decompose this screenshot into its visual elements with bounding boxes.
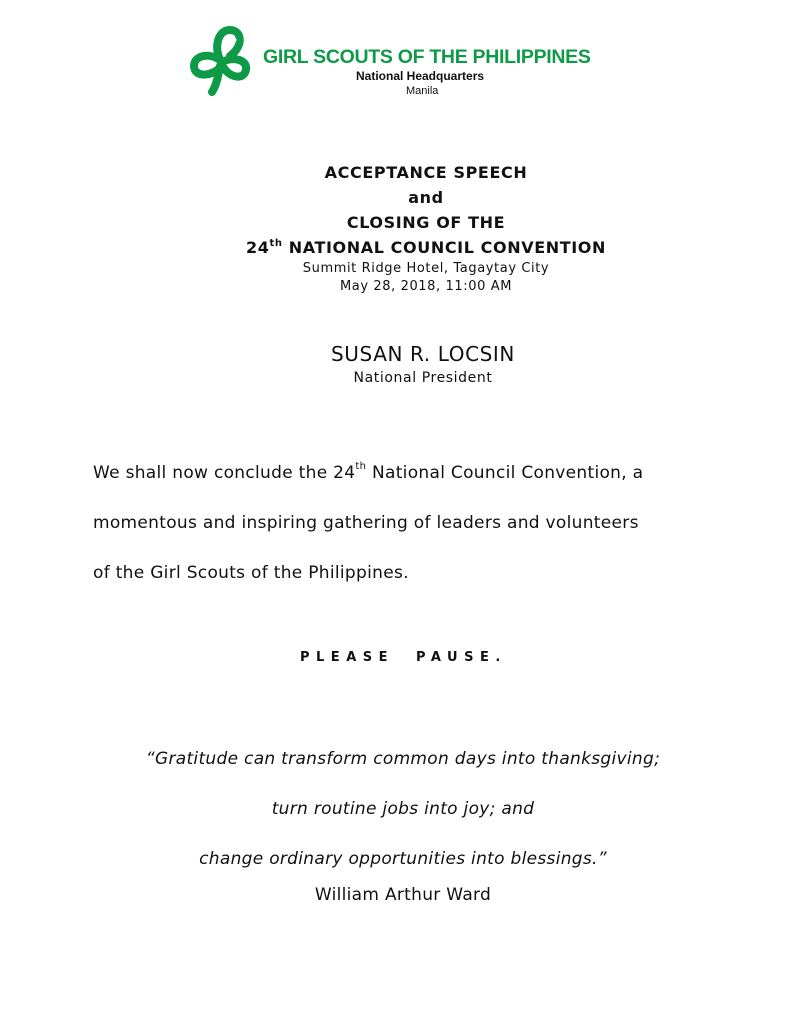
- body-line-1-end: National Council Convention, a: [366, 463, 644, 483]
- quote-author: William Arthur Ward: [314, 885, 492, 905]
- org-city: Manila: [406, 85, 439, 97]
- event-venue: Summit Ridge Hotel, Tagaytay City: [302, 261, 550, 276]
- title-event-name: NATIONAL COUNCIL CONVENTION: [282, 238, 606, 257]
- body-line-1: [93, 448, 733, 498]
- body-line-3: of the Girl Scouts of the Philippines.: [93, 563, 409, 583]
- trefoil-ribbon-icon: [186, 22, 256, 96]
- quote-line-3: change ordinary opportunities into blessings.”: [199, 849, 607, 869]
- org-name: GIRL SCOUTS OF THE PHILIPPINES: [263, 46, 591, 68]
- pause-instruction: PLEASE PAUSE.: [300, 650, 507, 665]
- body-line-1-start: We shall now conclude the 24: [93, 463, 356, 483]
- title-line-1: ACCEPTANCE SPEECH: [324, 163, 528, 182]
- quote-block: [0, 734, 791, 910]
- title-line-3: CLOSING OF THE: [346, 213, 506, 232]
- title-block: [0, 160, 791, 296]
- title-ordinal-number: 24: [246, 238, 270, 257]
- speaker-block: [0, 340, 791, 388]
- speaker-title: National President: [353, 370, 493, 386]
- quote-line-1: “Gratitude can transform common days into thanksgiving;: [145, 749, 661, 769]
- event-date: May 28, 2018, 11:00 AM: [339, 279, 513, 294]
- letterhead: [186, 22, 636, 102]
- org-subtitle: National Headquarters: [356, 69, 485, 83]
- body-ordinal-suffix: th: [355, 461, 367, 473]
- title-line-4: [0, 235, 791, 260]
- title-ordinal-suffix: th: [269, 237, 283, 249]
- quote-line-2: turn routine jobs into joy; and: [271, 799, 535, 819]
- speaker-name: SUSAN R. LOCSIN: [331, 342, 515, 366]
- body-paragraph: [93, 448, 733, 598]
- body-line-2: momentous and inspiring gathering of leaders and volunteers: [93, 513, 639, 533]
- title-line-2: and: [408, 188, 444, 207]
